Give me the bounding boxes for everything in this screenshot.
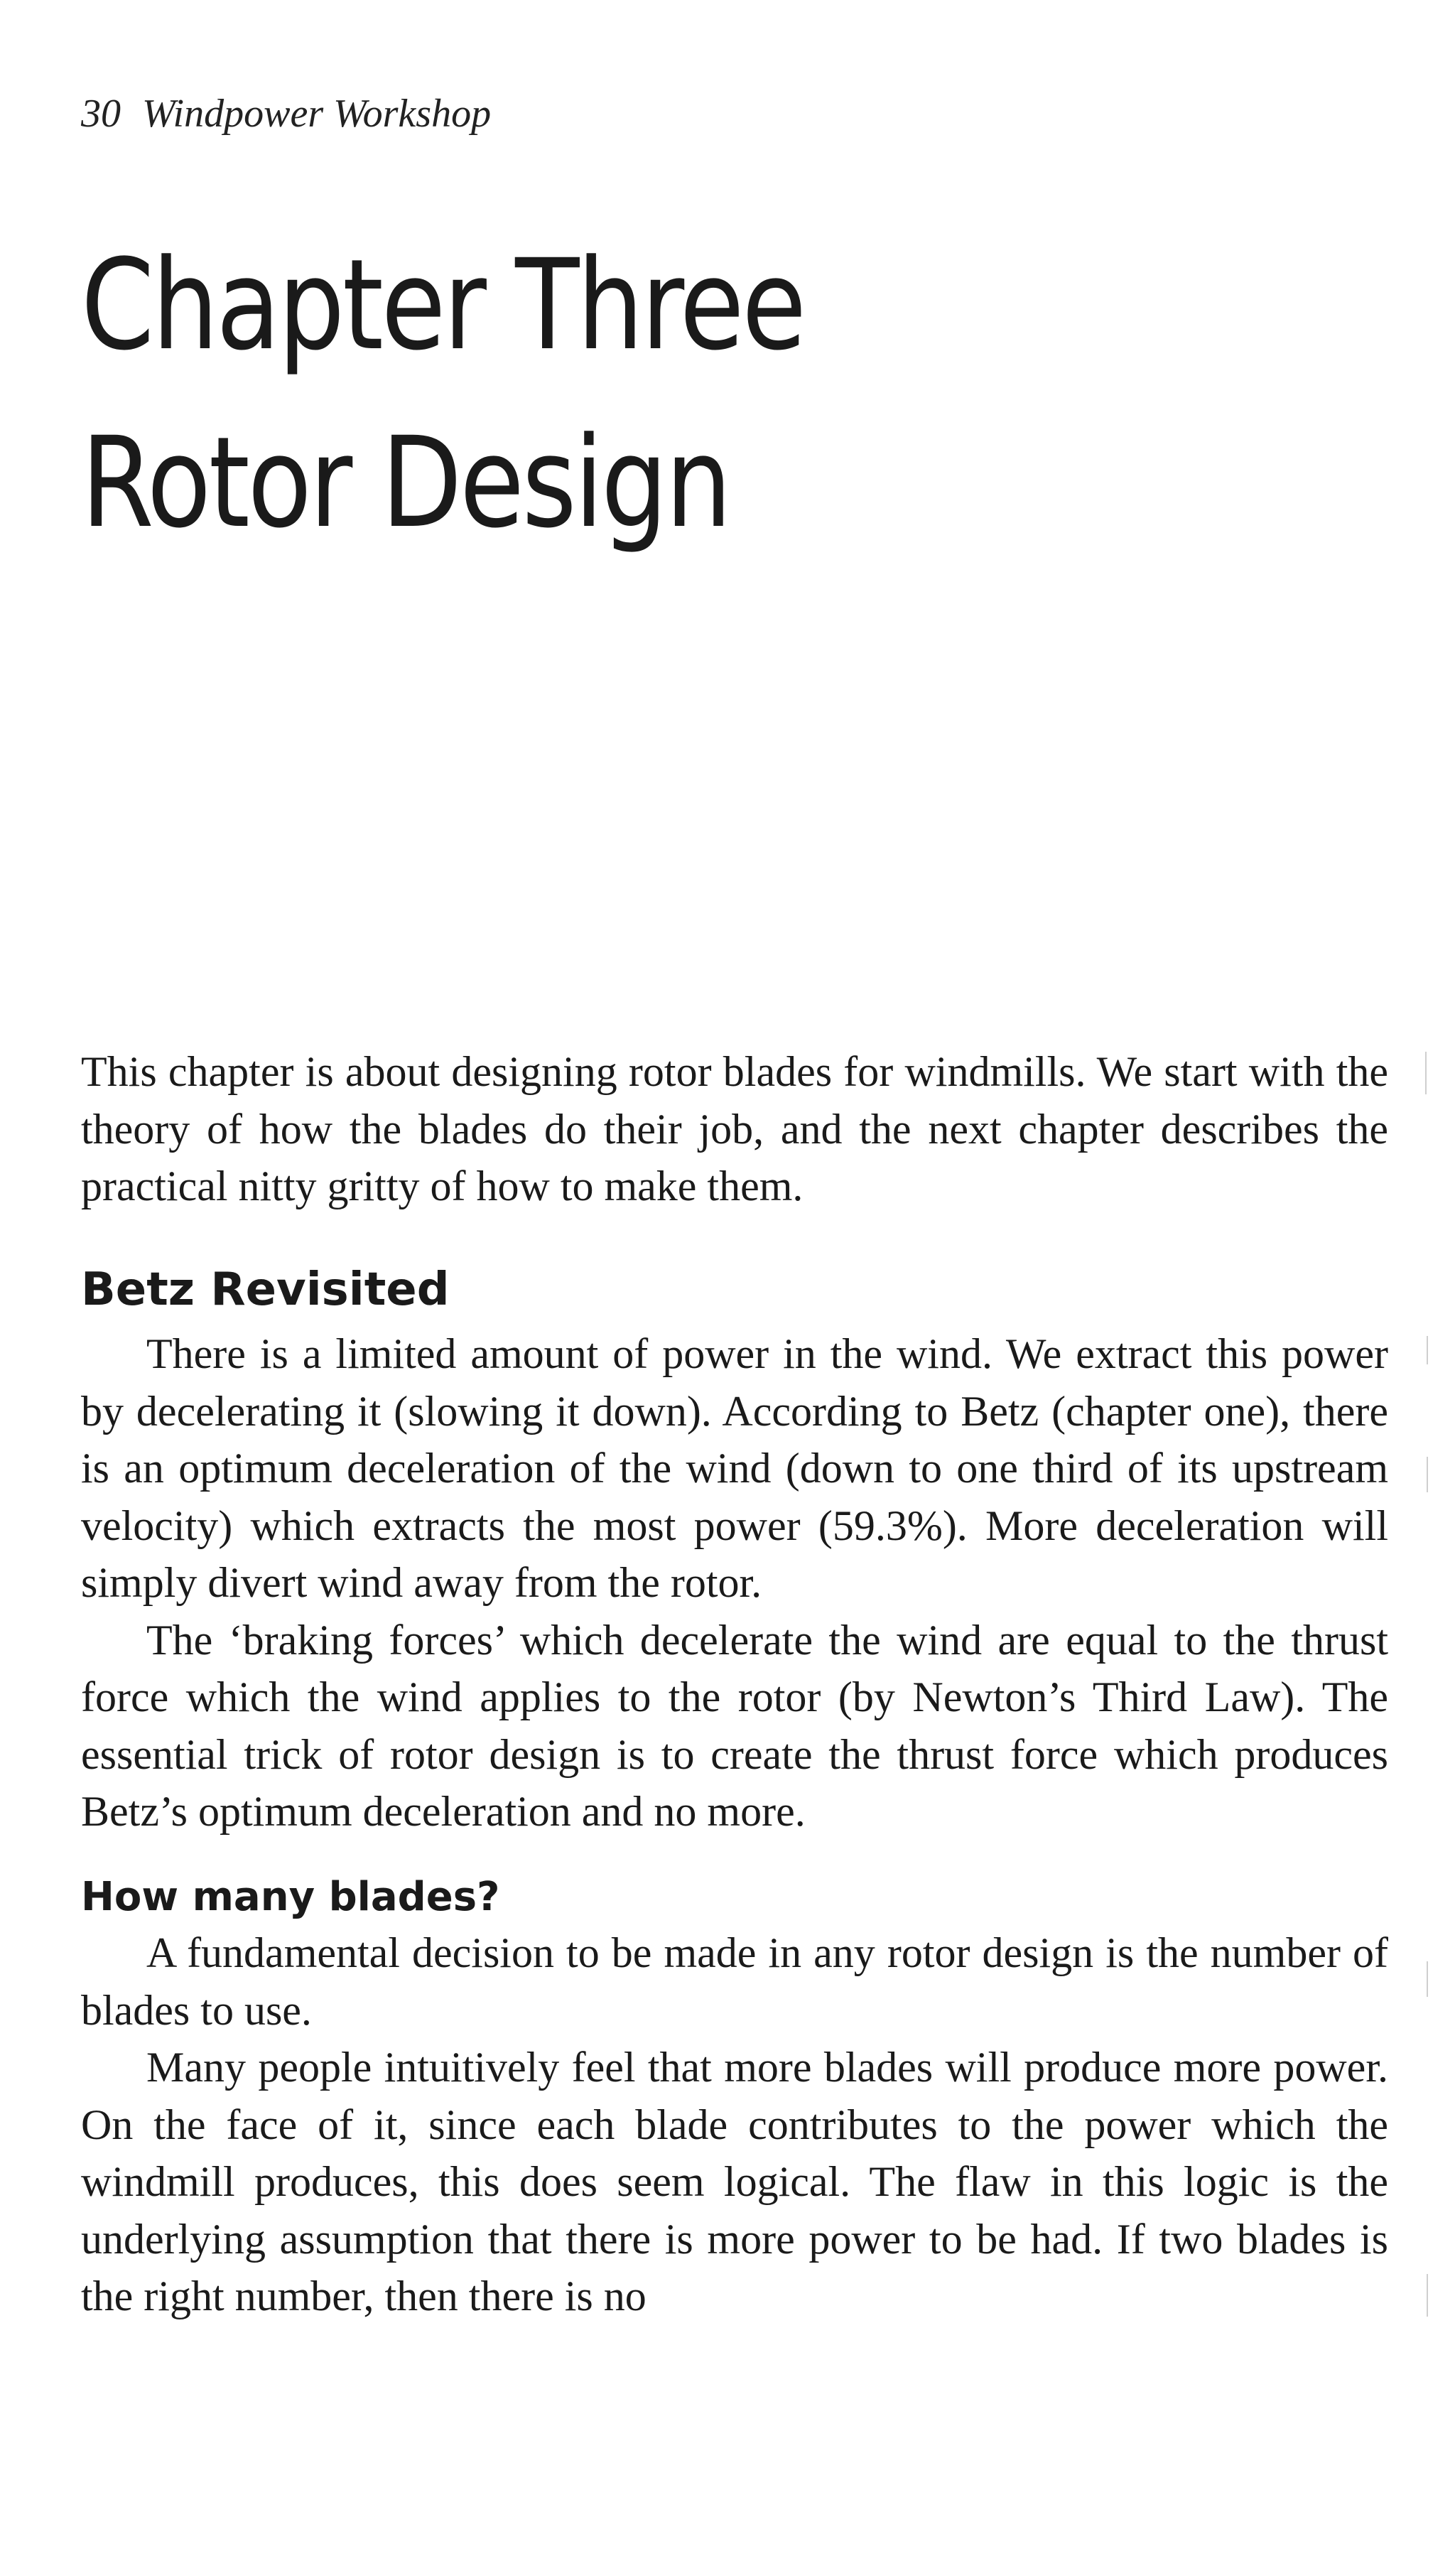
betz-section-body bbox=[81, 1325, 1388, 1841]
scan-artifact bbox=[1427, 1336, 1428, 1364]
paragraph-betz-1: There is a limited amount of power in the wind. We extract this power by decelerating it (slowing it down). According to Betz (chapter one), there is an optimum deceleration of the wind (down to one third of its upstream velocity) which extracts the most power (59.3%). More deceleration will simply divert wind away from the rotor. bbox=[81, 1330, 1388, 1606]
scan-artifact bbox=[1427, 1457, 1428, 1492]
chapter-name: Rotor Design bbox=[81, 410, 730, 556]
scan-artifact bbox=[1427, 2274, 1428, 2317]
scan-artifact bbox=[1427, 1961, 1428, 1997]
intro-paragraph: This chapter is about designing rotor blades for windmills. We start with the theory of how the blades do their job, and the next chapter describes the practical nitty gritty of how to make them. bbox=[81, 1048, 1388, 1209]
book-title: Windpower Workshop bbox=[142, 92, 492, 136]
chapter-number: Chapter Three bbox=[81, 232, 804, 378]
scan-artifact bbox=[1425, 1052, 1427, 1094]
chapter-title bbox=[81, 217, 804, 572]
section-heading-betz: Betz Revisited bbox=[81, 1263, 450, 1316]
subsection-heading-blades: How many blades? bbox=[81, 1874, 500, 1920]
intro-block bbox=[81, 1043, 1388, 1215]
paragraph-blades-2: Many people intuitively feel that more blades will produce more power. On the face of it, since each blade contributes to the power which the windmill produces, this does seem logical. The flaw in this logic is the underlying assumption that there is more power to be had. If two blades is the right number, then there is no bbox=[81, 2044, 1388, 2319]
page-number: 30 bbox=[81, 92, 121, 136]
paragraph-blades-1: A fundamental decision to be made in any rotor design is the number of blades to use. bbox=[81, 1929, 1388, 2034]
running-head bbox=[81, 85, 491, 142]
blades-section-body bbox=[81, 1924, 1388, 2325]
paragraph-betz-2: The ‘braking forces’ which decelerate the wind are equal to the thrust force which the wind applies to the rotor (by Newton’s Third Law). The essential trick of rotor design is to create the thrust force which produces Betz’s optimum deceleration and no more. bbox=[81, 1616, 1388, 1835]
